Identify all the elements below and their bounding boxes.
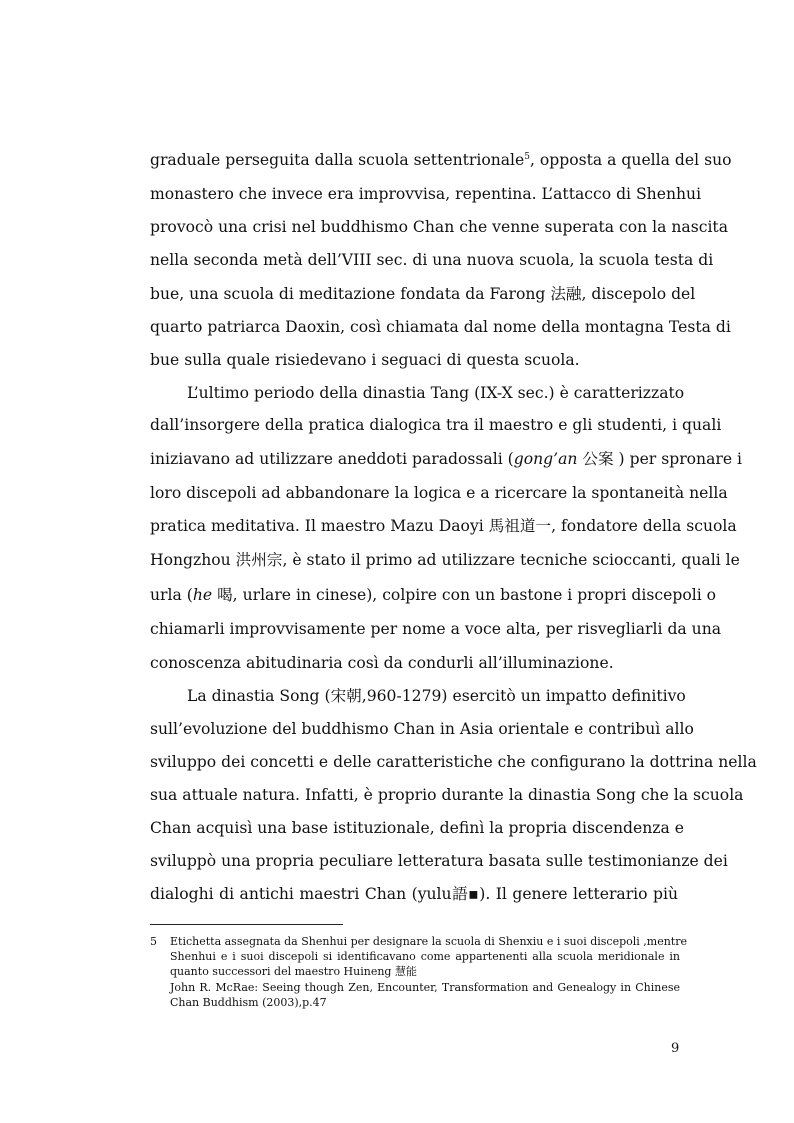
footnote-separator — [150, 924, 343, 925]
paragraph-start: La dinastia Song (宋朝,960-1279) esercitò un impatto definitivo — [187, 687, 686, 705]
text-line: bue, una scuola di meditazione fondata da Farong 法融, discepolo del — [150, 285, 696, 303]
text-line: sull’evoluzione del buddhismo Chan in Asia orientale e contribuì allo — [150, 720, 694, 738]
italic-term: he — [192, 586, 213, 604]
text-line: provocò una crisi nel buddhismo Chan che venne superata con la nascita — [150, 218, 728, 236]
text-line: graduale perseguita dalla scuola settentrionale$^5$, opposta a quella del suo — [150, 151, 732, 169]
text-line: quarto patriarca Daoxin, così chiamata dal nome della montagna Testa di — [150, 318, 731, 336]
text-line: sua attuale natura. Infatti, è proprio durante la dinastia Song che la scuola — [150, 786, 744, 804]
footnote-line: Shenhui e i suoi discepoli si identificavano come appartenenti alla scuola meridionale in — [170, 950, 680, 963]
footnote-line: Etichetta assegnata da Shenhui per designare la scuola di Shenxiu e i suoi discepoli ,mentre — [170, 935, 687, 948]
text-line: loro discepoli ad abbandonare la logica e a ricercare la spontaneità nella — [150, 484, 728, 502]
text-line: sviluppò una propria peculiare letteratura basata sulle testimonianze dei — [150, 852, 728, 870]
footnote-number: 5 — [150, 935, 157, 948]
text-line: bue sulla quale risiedevano i seguaci di questa scuola. — [150, 351, 580, 369]
footnote-ref[interactable]: 5 — [524, 152, 530, 162]
text-line: urla (he 喝, urlare in cinese), colpire con un bastone i propri discepoli o — [150, 586, 717, 604]
text-line: iniziavano ad utilizzare aneddoti paradossali (gong’an 公案 ) per spronare i — [150, 450, 743, 468]
text-line: dialoghi di antichi maestri Chan (yulu語▪). Il genere letterario più — [150, 885, 678, 903]
text-line: monastero che invece era improvvisa, repentina. L’attacco di Shenhui — [150, 185, 702, 203]
italic-term: gong’an — [513, 450, 578, 468]
footnote-citation: John R. McRae: Seeing though Zen, Encounter, Transformation and Genealogy in Chinese — [170, 981, 680, 994]
text-line: Hongzhou 洪州宗, è stato il primo ad utilizzare tecniche scioccanti, quali le — [150, 551, 740, 569]
text-line: conoscenza abitudinaria così da condurli all’illuminazione. — [150, 654, 614, 672]
text-line: sviluppo dei concetti e delle caratteristiche che configurano la dottrina nella — [150, 753, 757, 771]
footnote-line: quanto successori del maestro Huineng 慧能 — [170, 965, 417, 978]
text-line: pratica meditativa. Il maestro Mazu Daoyi 馬祖道一, fondatore della scuola — [150, 517, 737, 535]
text-line: chiamarli improvvisamente per nome a voce alta, per risvegliarli da una — [150, 620, 722, 638]
text-line: dall’insorgere della pratica dialogica tra il maestro e gli studenti, i quali — [150, 416, 722, 434]
page-number: 9 — [671, 1041, 680, 1056]
text-line: Chan acquisì una base istituzionale, definì la propria discendenza e — [150, 819, 684, 837]
footnote-citation: Chan Buddhism (2003),p.47 — [170, 996, 327, 1009]
text-line: nella seconda metà dell’VIII sec. di una nuova scuola, la scuola testa di — [150, 251, 714, 269]
paragraph-start: L’ultimo periodo della dinastia Tang (IX-X sec.) è caratterizzato — [187, 384, 685, 402]
